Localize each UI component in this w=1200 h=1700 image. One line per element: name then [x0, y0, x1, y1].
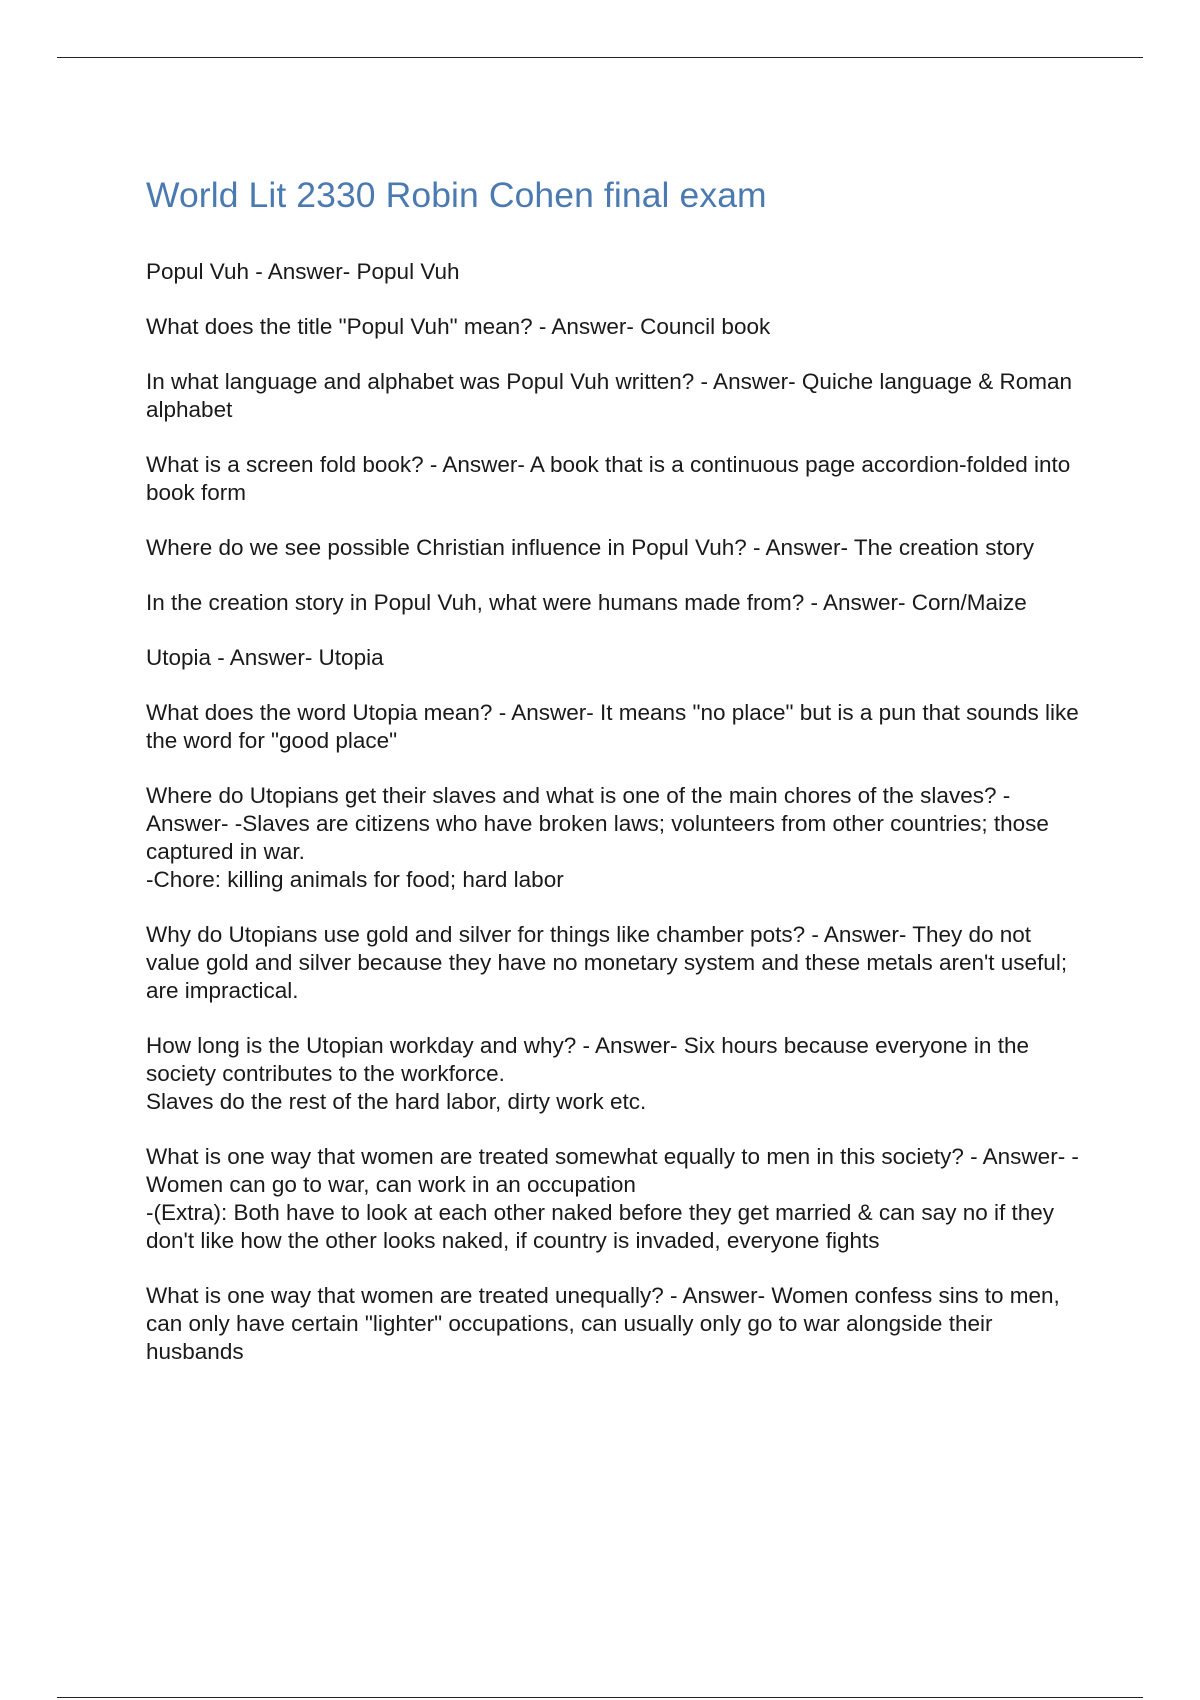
qa-item: What does the word Utopia mean? - Answer- It means "no place" but is a pun that sounds like the word for "good place" — [146, 700, 1079, 753]
top-rule — [57, 57, 1143, 58]
document-title: World Lit 2330 Robin Cohen final exam — [146, 175, 767, 215]
qa-item: Why do Utopians use gold and silver for things like chamber pots? - Answer- They do not value gold and silver because they have no monetary system and these metals aren't useful; are impractical. — [146, 922, 1068, 1003]
qa-item: What does the title "Popul Vuh" mean? - Answer- Council book — [146, 314, 771, 339]
qa-item: In the creation story in Popul Vuh, what were humans made from? - Answer- Corn/Maize — [146, 590, 1027, 615]
qa-item: How long is the Utopian workday and why? - Answer- Six hours because everyone in the society contributes to the workforce. Slaves do the rest of the hard labor, dirty work etc. — [146, 1033, 1029, 1114]
qa-item: What is one way that women are treated unequally? - Answer- Women confess sins to men, can only have certain "lighter" occupations, can usually only go to war alongside their husbands — [146, 1283, 1060, 1364]
qa-item: In what language and alphabet was Popul Vuh written? - Answer- Quiche language & Roman alphabet — [146, 369, 1073, 422]
qa-item: Utopia - Answer- Utopia — [146, 645, 384, 670]
document-page — [146, 170, 1086, 1393]
qa-item: What is one way that women are treated somewhat equally to men in this society? - Answer- -Women can go to war, can work in an occupation -(Extra): Both have to look at each other naked before they get married & can say no if they don't like how the other looks naked, if country is invaded, everyone fights — [146, 1144, 1079, 1253]
qa-item: Where do we see possible Christian influence in Popul Vuh? - Answer- The creation story — [146, 535, 1034, 560]
qa-item: Where do Utopians get their slaves and what is one of the main chores of the slaves? - Answer- -Slaves are citizens who have broken laws; volunteers from other countries; those captured in war. -Chore: killing animals for food; hard labor — [146, 783, 1049, 892]
qa-item: Popul Vuh - Answer- Popul Vuh — [146, 259, 460, 284]
bottom-rule — [57, 1697, 1143, 1698]
qa-item: What is a screen fold book? - Answer- A book that is a continuous page accordion-folded into book form — [146, 452, 1071, 505]
